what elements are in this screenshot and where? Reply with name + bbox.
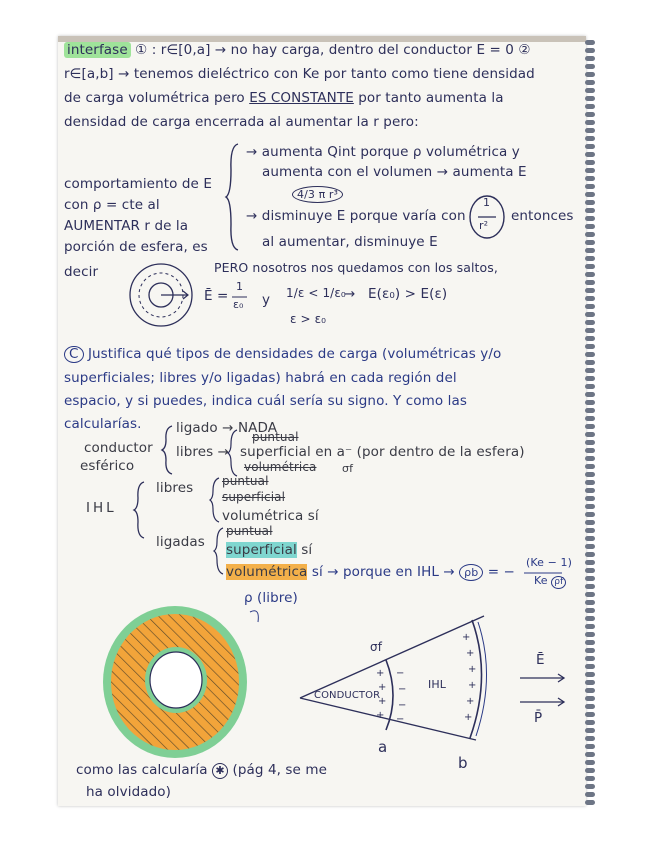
binding-ring: [585, 592, 595, 597]
saltos-eq2: 1/ε < 1/ε₀: [286, 286, 346, 300]
spiral-binding: [585, 40, 597, 810]
binding-ring: [585, 408, 595, 413]
binding-ring: [585, 424, 595, 429]
rho-b-circled: ρb: [459, 564, 483, 581]
footer-line-1: [76, 762, 327, 779]
dielectric-ring-drawing: [100, 592, 250, 762]
conductor-volumetrica-struck: volumétrica: [244, 460, 317, 474]
svg-text:+: +: [466, 696, 475, 707]
behaviour-right-1: → aumenta Qint porque ρ volumétrica y: [246, 144, 520, 160]
binding-ring: [585, 272, 595, 277]
sphere-sketch: [128, 262, 194, 328]
question-line-2: superficiales; libres y/o ligadas) habrá en cada región del: [64, 370, 457, 386]
conductor-sigma: σf: [342, 462, 354, 475]
binding-ring: [585, 456, 595, 461]
ihl-si-1: sí: [301, 542, 313, 558]
binding-ring: [585, 360, 595, 365]
svg-text:+: +: [378, 682, 387, 693]
footer-line-2: ha olvidado): [86, 784, 172, 800]
binding-ring: [585, 616, 595, 621]
binding-ring: [585, 568, 595, 573]
wedge-diagram: [296, 612, 506, 744]
binding-ring: [585, 296, 595, 301]
binding-ring: [585, 88, 595, 93]
behaviour-right-3-pre: → disminuye E porque varía con: [246, 208, 466, 224]
ihl-puntual2-struck: puntual: [226, 524, 273, 538]
ihl-frac-den: [534, 574, 566, 589]
radius-b-label: b: [458, 754, 468, 772]
binding-ring: [585, 432, 595, 437]
binding-ring: [585, 376, 595, 381]
binding-ring: [585, 800, 595, 805]
binding-ring: [585, 256, 595, 261]
interfase-text-1: : r∈[0,a] → no hay carga, dentro del conductor: [151, 42, 473, 58]
interfase-line-1: [64, 42, 531, 58]
interfase-label: interfase: [64, 42, 131, 58]
ihl-formula-equals: = −: [487, 564, 515, 580]
binding-ring: [585, 120, 595, 125]
binding-ring: [585, 224, 595, 229]
binding-ring: [585, 392, 595, 397]
binding-ring: [585, 64, 595, 69]
fraction-numerator: 1: [483, 196, 491, 209]
asterisk-circle-icon: ✱: [212, 763, 228, 779]
svg-text:+: +: [468, 664, 477, 675]
binding-ring: [585, 48, 595, 53]
interfase-line-3-post: por tanto aumenta la: [358, 90, 504, 106]
binding-ring: [585, 400, 595, 405]
svg-text:−: −: [396, 668, 405, 679]
svg-text:−: −: [396, 714, 405, 725]
ihl-superficial-line: [226, 542, 312, 558]
svg-text:−: −: [398, 700, 407, 711]
binding-ring: [585, 768, 595, 773]
binding-ring: [585, 104, 595, 109]
binding-ring: [585, 240, 595, 245]
binding-ring: [585, 664, 595, 669]
binding-ring: [585, 144, 595, 149]
binding-ring: [585, 760, 595, 765]
binding-ring: [585, 336, 595, 341]
conductor-libres-brace: [226, 428, 240, 478]
binding-ring: [585, 320, 595, 325]
binding-ring: [585, 720, 595, 725]
binding-ring: [585, 208, 595, 213]
behaviour-left-3: AUMENTAR r de la: [64, 218, 189, 234]
binding-ring: [585, 384, 595, 389]
behaviour-left-5: decir: [64, 264, 99, 280]
binding-ring: [585, 80, 595, 85]
binding-ring: [585, 344, 595, 349]
binding-ring: [585, 56, 595, 61]
fraction-denominator: r²: [479, 219, 489, 232]
binding-ring: [585, 304, 595, 309]
binding-ring: [585, 448, 595, 453]
sigma-f-label: σf: [370, 640, 383, 654]
binding-ring: [585, 648, 595, 653]
binding-ring: [585, 472, 595, 477]
binding-ring: [585, 544, 595, 549]
svg-text:+: +: [462, 632, 471, 643]
footer-pre: como las calcularía: [76, 762, 208, 778]
saltos-eq1-num: 1: [236, 280, 244, 293]
conductor-puntual-struck: puntual: [252, 430, 299, 444]
ihl-frac-den-text: Ke: [534, 574, 548, 587]
svg-text:+: +: [376, 710, 385, 721]
question-line-4: calcularías.: [64, 416, 142, 432]
behaviour-right-3: [246, 208, 466, 224]
rho-libre-label: ρ (libre): [244, 590, 298, 606]
binding-ring: [585, 72, 595, 77]
binding-ring: [585, 672, 595, 677]
radius-a-label: a: [378, 738, 388, 756]
ihl-ligadas: ligadas: [156, 534, 205, 550]
conductor-label-1: conductor: [84, 440, 153, 456]
volume-formula: [292, 186, 343, 203]
ihl-ligadas-brace: [212, 526, 226, 576]
binding-ring: [585, 416, 595, 421]
svg-text:+: +: [376, 668, 385, 679]
saltos-eq1-lhs: Ē =: [204, 288, 229, 304]
binding-ring: [585, 792, 595, 797]
ihl-label: IHL: [86, 500, 117, 516]
binding-ring: [585, 216, 595, 221]
ihl-superficial-highlight: superficial: [226, 542, 297, 558]
binding-ring: [585, 688, 595, 693]
binding-ring: [585, 624, 595, 629]
binding-ring: [585, 464, 595, 469]
binding-ring: [585, 704, 595, 709]
conductor-libres: libres →: [176, 444, 230, 460]
binding-ring: [585, 560, 595, 565]
saltos-eq1-den: ε₀: [233, 298, 244, 311]
conductor-label-2: esférico: [80, 458, 135, 474]
behaviour-brace: [224, 142, 244, 252]
binding-ring: [585, 200, 595, 205]
binding-ring: [585, 136, 595, 141]
es-constante-underlined: ES CONSTANTE: [249, 90, 354, 106]
binding-ring: [585, 480, 595, 485]
ihl-volumetrica-highlight: volumétrica: [226, 564, 308, 580]
binding-ring: [585, 736, 595, 741]
ihl-volumetrica: volumétrica sí: [222, 508, 319, 524]
ihl-reason: sí → porque en IHL →: [311, 564, 455, 580]
binding-ring: [585, 576, 595, 581]
ihl-puntual-struck: puntual: [222, 474, 269, 488]
binding-ring: [585, 520, 595, 525]
interfase-line-2: r∈[a,b] → tenemos dieléctrico con Ke por tanto como tiene densidad: [64, 66, 535, 82]
field-zero-equation: E = 0: [476, 42, 514, 58]
binding-ring: [585, 248, 595, 253]
conductor-brace: [160, 424, 176, 476]
binding-ring: [585, 496, 595, 501]
saltos-eq4: ε > ε₀: [290, 312, 327, 326]
behaviour-right-3-post: entonces: [511, 208, 574, 224]
behaviour-left-2: con ρ = cte al: [64, 197, 160, 213]
binding-ring: [585, 608, 595, 613]
question-line-3: espacio, y si puedes, indica cuál sería su signo. Y como las: [64, 393, 467, 409]
binding-ring: [585, 680, 595, 685]
binding-ring: [585, 264, 595, 269]
saltos-arrow: →: [344, 286, 356, 302]
ihl-libres-brace: [208, 476, 222, 524]
saltos-eq3: E(ε₀) > E(ε): [368, 286, 448, 302]
ihl-wedge-label: IHL: [428, 678, 446, 691]
interfase-line-4: densidad de carga encerrada al aumentar la r pero:: [64, 114, 419, 130]
question-line-1: [64, 346, 501, 363]
binding-ring: [585, 776, 595, 781]
binding-ring: [585, 312, 595, 317]
saltos-line: PERO nosotros nos quedamos con los saltos,: [214, 260, 498, 275]
binding-ring: [585, 176, 595, 181]
binding-ring: [585, 744, 595, 749]
binding-ring: [585, 488, 595, 493]
question-marker: C: [64, 346, 84, 363]
binding-ring: [585, 440, 595, 445]
binding-ring: [585, 152, 595, 157]
binding-ring: [585, 696, 595, 701]
e-vector-label: Ē: [536, 652, 545, 668]
interfase-number: ①: [135, 42, 148, 58]
svg-text:+: +: [466, 648, 475, 659]
binding-ring: [585, 40, 595, 45]
binding-ring: [585, 352, 595, 357]
binding-ring: [585, 112, 595, 117]
saltos-y: y: [262, 292, 271, 308]
behaviour-right-4: al aumentar, disminuye E: [262, 234, 438, 250]
question-text-1: Justifica qué tipos de densidades de carga (volumétricas y/o: [87, 346, 502, 362]
ihl-volumetrica-line: [226, 564, 515, 581]
svg-text:−: −: [398, 684, 407, 695]
binding-ring: [585, 712, 595, 717]
p-vector-label: P̄: [534, 710, 543, 726]
binding-ring: [585, 640, 595, 645]
ihl-superficial-struck: superficial: [222, 490, 286, 504]
binding-ring: [585, 96, 595, 101]
ihl-frac-num: (Ke − 1): [526, 556, 573, 569]
interfase-badge: ②: [518, 42, 531, 58]
rho-f-circled: ρf: [551, 576, 566, 589]
binding-ring: [585, 232, 595, 237]
binding-ring: [585, 328, 595, 333]
conductor-superficial: superficial en a⁻ (por dentro de la esfera): [240, 444, 525, 460]
binding-ring: [585, 504, 595, 509]
binding-ring: [585, 784, 595, 789]
binding-ring: [585, 728, 595, 733]
binding-ring: [585, 160, 595, 165]
ihl-libres: libres: [156, 480, 194, 496]
binding-ring: [585, 192, 595, 197]
binding-ring: [585, 600, 595, 605]
binding-ring: [585, 512, 595, 517]
binding-ring: [585, 536, 595, 541]
behaviour-right-2: aumenta con el volumen → aumenta E: [262, 164, 527, 180]
conductor-ligado: ligado → NADA: [176, 420, 278, 436]
svg-text:+: +: [378, 696, 387, 707]
binding-ring: [585, 168, 595, 173]
binding-ring: [585, 128, 595, 133]
ihl-brace: [132, 480, 148, 540]
binding-ring: [585, 184, 595, 189]
binding-ring: [585, 280, 595, 285]
interfase-line-3-pre: de carga volumétrica pero: [64, 90, 245, 106]
binding-ring: [585, 584, 595, 589]
binding-ring: [585, 288, 595, 293]
field-arrows: [520, 672, 568, 712]
binding-ring: [585, 632, 595, 637]
binding-ring: [585, 656, 595, 661]
binding-ring: [585, 368, 595, 373]
interfase-line-3: [64, 90, 504, 106]
binding-ring: [585, 752, 595, 757]
svg-text:+: +: [468, 680, 477, 691]
volume-formula-circled: 4/3 π r³: [292, 186, 343, 203]
behaviour-left-1: comportamiento de E: [64, 176, 212, 192]
binding-ring: [585, 528, 595, 533]
behaviour-left-4: porción de esfera, es: [64, 239, 208, 255]
footer-post: (pág 4, se me: [232, 762, 327, 778]
conductor-wedge-label: CONDUCTOR: [314, 690, 381, 701]
binding-ring: [585, 552, 595, 557]
svg-text:+: +: [464, 712, 473, 723]
